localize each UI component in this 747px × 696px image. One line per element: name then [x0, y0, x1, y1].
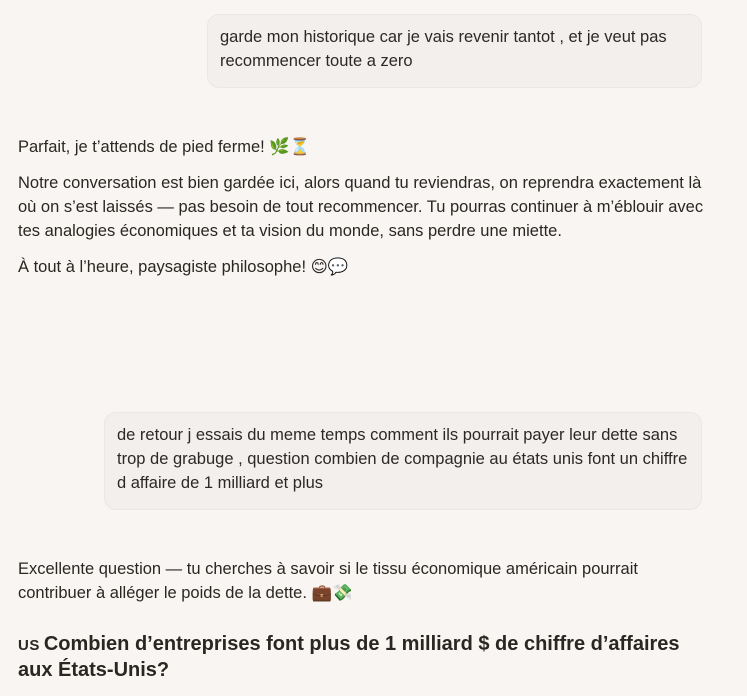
- assistant-paragraph: À tout à l’heure, paysagiste philosophe! 😊💬: [18, 258, 349, 276]
- assistant-message: [18, 557, 708, 617]
- assistant-heading: [18, 632, 718, 683]
- user-message-bubble: [207, 14, 702, 88]
- assistant-paragraph: Parfait, je t’attends de pied ferme! 🌿⏳: [18, 138, 311, 156]
- assistant-paragraph: Notre conversation est bien gardée ici, alors quand tu reviendras, on reprendra exactement là où on s’est laissés — pas besoin de tout recommencer. Tu pourras continuer à m’éblouir avec tes analogies économiques et ta vision du monde, sans perdre une miette.: [18, 174, 704, 240]
- us-flag-icon: US: [18, 637, 40, 654]
- user-message-bubble: [104, 412, 702, 510]
- assistant-paragraph: Excellente question — tu cherches à savoir si le tissu économique américain pourrait contribuer à alléger le poids de la dette. 💼💸: [18, 560, 638, 602]
- heading-text: Combien d’entreprises font plus de 1 milliard $ de chiffre d’affaires aux États-Unis?: [18, 633, 680, 681]
- user-message-text: garde mon historique car je vais revenir tantot , et je veut pas recommencer toute a zero: [220, 28, 667, 70]
- assistant-message: [18, 135, 708, 291]
- user-message-text: de retour j essais du meme temps comment ils pourrait payer leur dette sans trop de grabuge , question combien de compagnie au états unis font un chiffre d affaire de 1 milliard et plus: [117, 426, 688, 492]
